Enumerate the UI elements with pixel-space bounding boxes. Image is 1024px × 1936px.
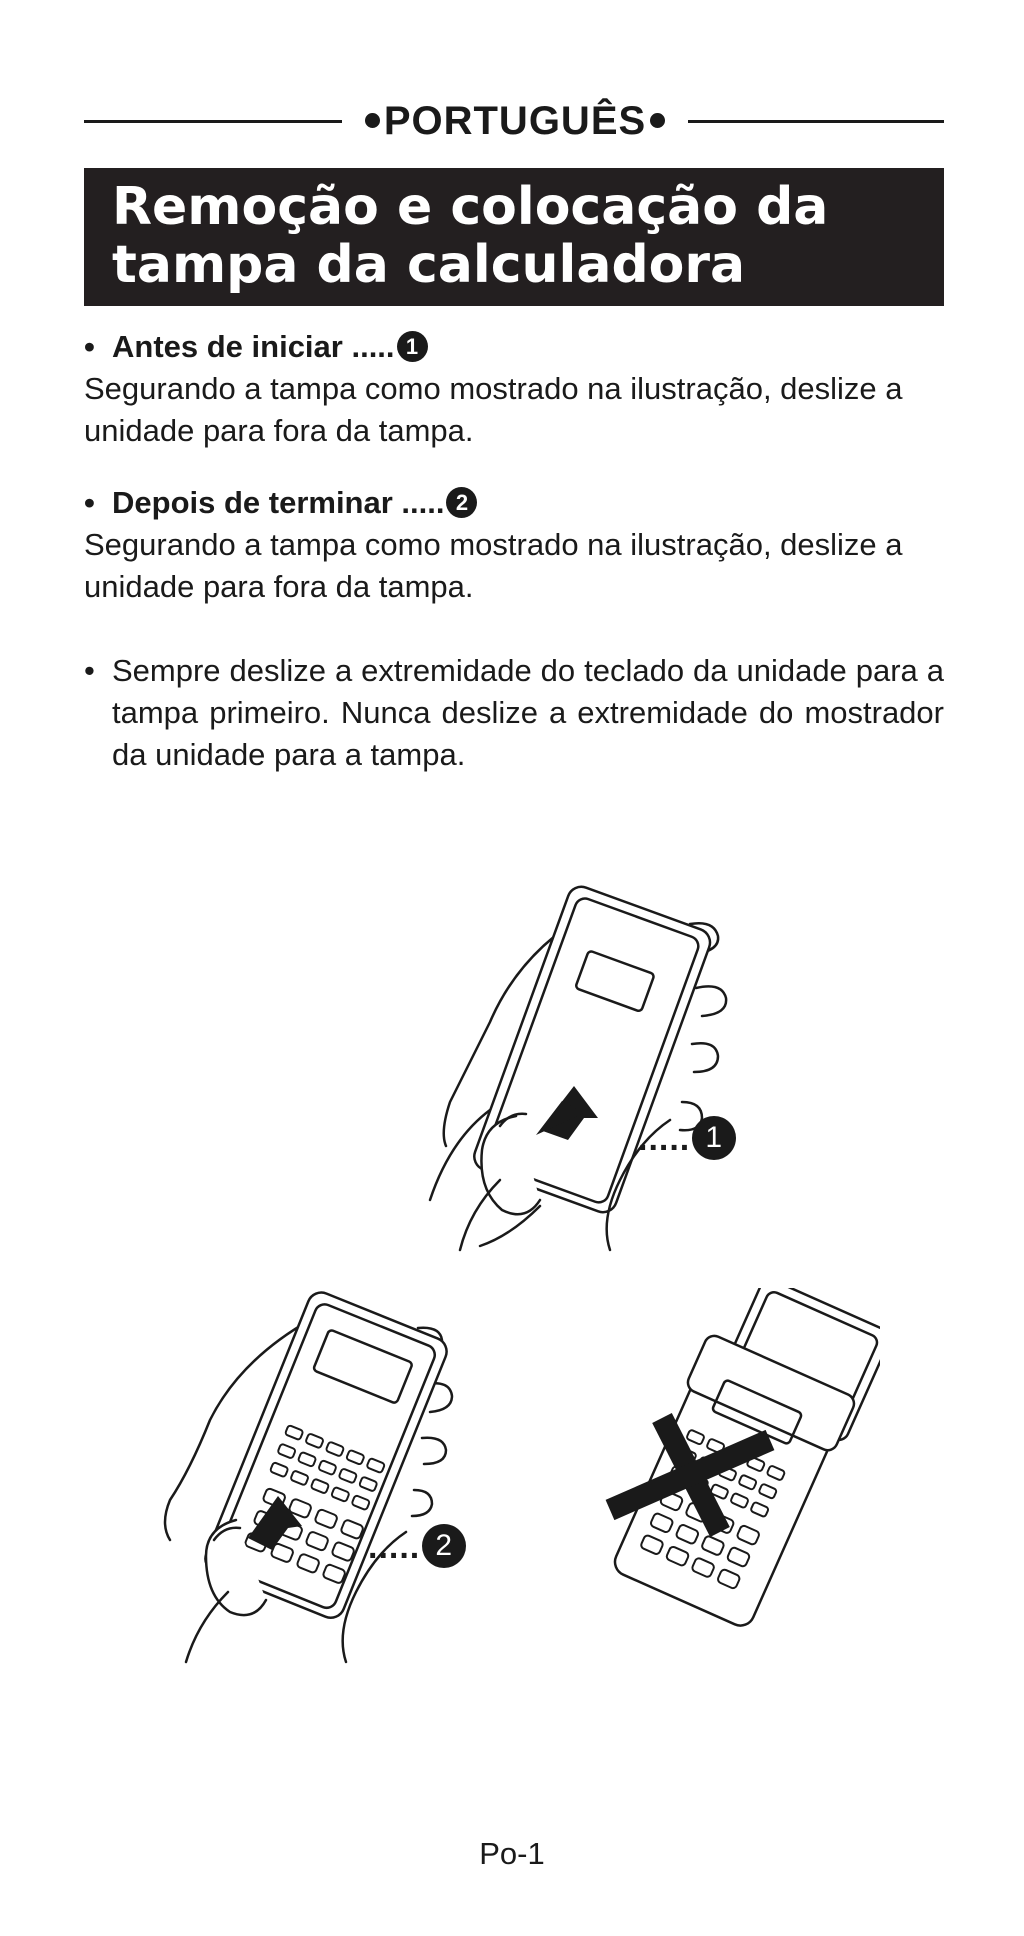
wrong-direction-illustration — [570, 1288, 880, 1638]
note-bullet: • Sempre deslize a extremidade do teclado da unidade para a tampa primeiro. Nunca deslize a extremidade do mostrador da unidade para a tampa. — [84, 650, 944, 776]
step-number-badge: 1 — [397, 331, 428, 362]
bullet-dot-icon — [365, 113, 380, 128]
page-title: Remoção e colocação da tampa da calculadora — [112, 177, 829, 295]
section-heading-text: Antes de iniciar ..... — [112, 329, 395, 364]
header-rule-right — [688, 120, 944, 123]
page-number: Po-1 — [479, 1836, 545, 1871]
section-after-finish — [84, 482, 950, 608]
title-banner — [84, 168, 944, 306]
header-rule-left — [84, 120, 342, 123]
step-number-badge: 2 — [446, 487, 477, 518]
language-label: PORTUGUÊS — [383, 99, 647, 143]
callout-dots: ..... — [368, 1527, 421, 1566]
step-number-badge: 2 — [422, 1524, 466, 1568]
bullet-dot-icon — [650, 113, 665, 128]
remove-cover-illustration — [420, 880, 740, 1260]
attach-cover-illustration — [150, 1290, 470, 1670]
section-before-start — [84, 326, 950, 452]
section-body: Segurando a tampa como mostrado na ilustração, deslize a unidade para fora da tampa. — [84, 371, 903, 448]
section-heading — [84, 482, 950, 524]
section-heading — [84, 326, 950, 368]
language-header — [84, 96, 944, 146]
section-heading-text: Depois de terminar ..... — [112, 485, 445, 520]
callout-dots: ..... — [638, 1119, 691, 1158]
callout-1 — [638, 1116, 736, 1166]
step-number-badge: 1 — [692, 1116, 736, 1160]
language-label-wrap — [342, 96, 688, 146]
section-body: Segurando a tampa como mostrado na ilustração, deslize a unidade para fora da tampa. — [84, 527, 903, 604]
callout-2 — [368, 1524, 466, 1574]
